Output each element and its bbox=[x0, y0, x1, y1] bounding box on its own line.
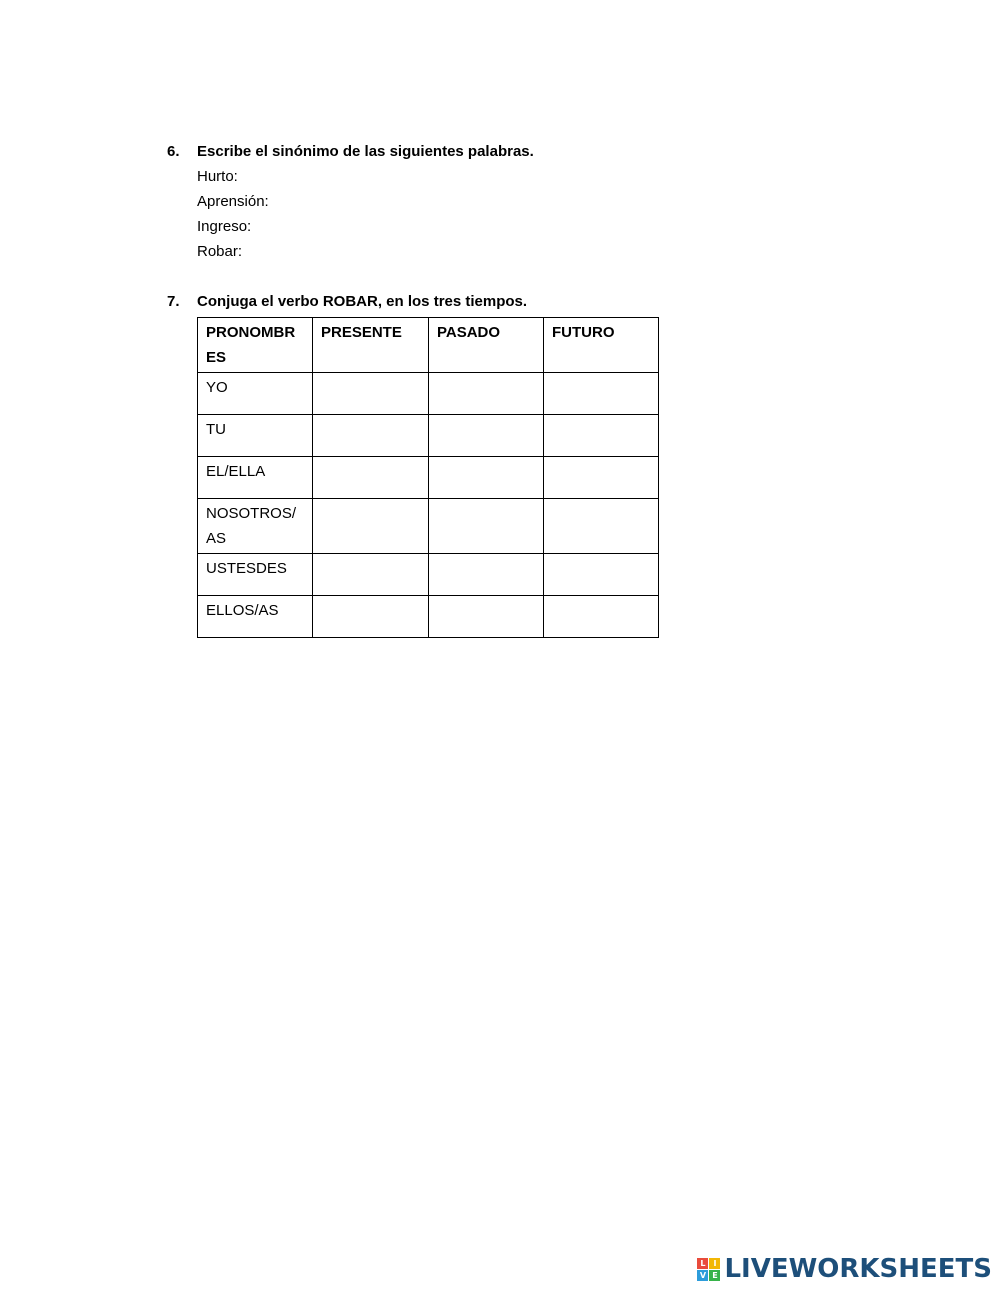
pronoun-cell: NOSOTROS/ AS bbox=[198, 499, 313, 554]
answer-cell[interactable] bbox=[313, 554, 429, 596]
logo-letter: L bbox=[697, 1258, 708, 1269]
answer-cell[interactable] bbox=[544, 596, 659, 638]
pronoun-cell: ELLOS/AS bbox=[198, 596, 313, 638]
table-row bbox=[198, 457, 659, 499]
word-item: Ingreso: bbox=[197, 218, 252, 235]
answer-cell[interactable] bbox=[544, 457, 659, 499]
table-row bbox=[198, 499, 659, 554]
liveworksheets-logo[interactable] bbox=[697, 1255, 992, 1283]
pronoun-cell: EL/ELLA bbox=[198, 457, 313, 499]
header-cell-pronouns: PRONOMBR ES bbox=[198, 318, 313, 373]
table-row bbox=[198, 373, 659, 415]
answer-cell[interactable] bbox=[544, 499, 659, 554]
answer-cell[interactable] bbox=[544, 554, 659, 596]
question-number: 7. bbox=[167, 293, 180, 310]
answer-cell[interactable] bbox=[313, 596, 429, 638]
question-number: 6. bbox=[167, 143, 180, 160]
answer-cell[interactable] bbox=[429, 373, 544, 415]
header-cell-present: PRESENTE bbox=[313, 318, 429, 373]
header-cell-past: PASADO bbox=[429, 318, 544, 373]
word-item: Robar: bbox=[197, 243, 243, 260]
answer-cell[interactable] bbox=[544, 373, 659, 415]
live-blocks-icon bbox=[697, 1258, 720, 1281]
question-title: Conjuga el verbo ROBAR, en los tres tiempos. bbox=[197, 293, 528, 310]
pronoun-cell: TU bbox=[198, 415, 313, 457]
answer-cell[interactable] bbox=[429, 499, 544, 554]
answer-cell[interactable] bbox=[429, 554, 544, 596]
answer-cell[interactable] bbox=[429, 596, 544, 638]
word-item: Aprensión: bbox=[197, 193, 269, 210]
pronoun-cell: YO bbox=[198, 373, 313, 415]
question-title: Escribe el sinónimo de las siguientes palabras. bbox=[197, 143, 534, 160]
logo-letter: V bbox=[697, 1270, 708, 1281]
table-header-row bbox=[198, 318, 659, 373]
answer-cell[interactable] bbox=[429, 457, 544, 499]
answer-cell[interactable] bbox=[313, 457, 429, 499]
answer-cell[interactable] bbox=[313, 499, 429, 554]
brand-name: LIVEWORKSHEETS bbox=[724, 1254, 992, 1284]
table-row bbox=[198, 596, 659, 638]
answer-cell[interactable] bbox=[429, 415, 544, 457]
pronoun-cell: USTESDES bbox=[198, 554, 313, 596]
table-row bbox=[198, 554, 659, 596]
answer-cell[interactable] bbox=[313, 373, 429, 415]
synonym-word-list bbox=[197, 168, 269, 268]
header-cell-future: FUTURO bbox=[544, 318, 659, 373]
logo-letter: E bbox=[709, 1270, 720, 1281]
conjugation-table bbox=[197, 317, 659, 638]
word-item: Hurto: bbox=[197, 168, 238, 185]
answer-cell[interactable] bbox=[544, 415, 659, 457]
logo-letter: I bbox=[709, 1258, 720, 1269]
table-row bbox=[198, 415, 659, 457]
answer-cell[interactable] bbox=[313, 415, 429, 457]
